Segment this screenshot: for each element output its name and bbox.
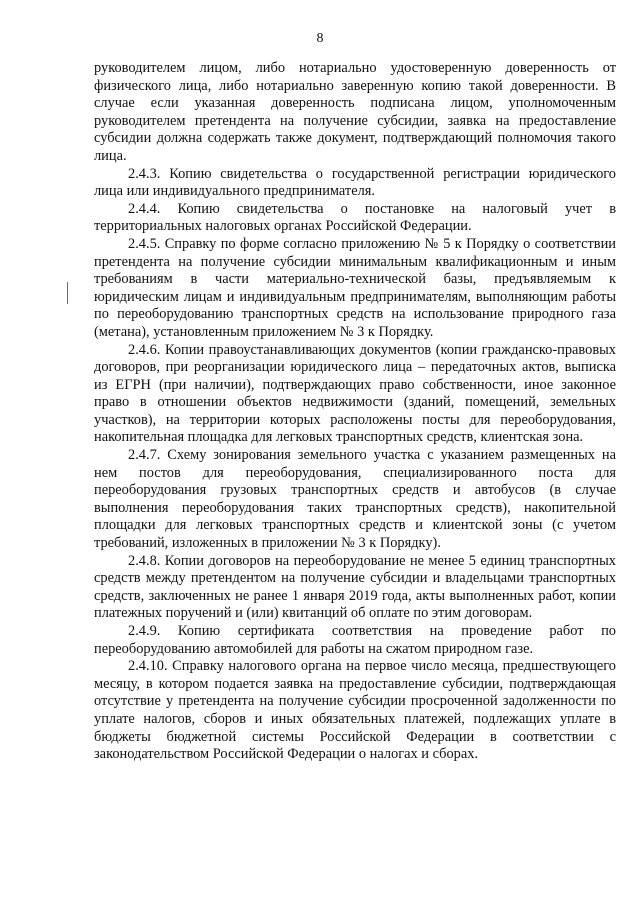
paragraph-2-4-9: 2.4.9. Копию сертификата соответствия на проведение работ по переоборудованию автомобилей для работы на сжатом природном газе.	[94, 623, 616, 657]
paragraph-2-4-7: 2.4.7. Схему зонирования земельного участка с указанием размещенных на нем постов для переоборудования, специализированного поста для переоборудования грузовых транспортных средств и автобусов (в случае выполнения переоборудования таких транспортных средств), накопительной площадки для легковых транспортных средств и клиентской зоны (с учетом требований, изложенных в приложении № 3 к Порядку).	[94, 447, 616, 552]
paragraph-2-4-3: 2.4.3. Копию свидетельства о государственной регистрации юридического лица или индивидуального предпринимателя.	[94, 165, 616, 200]
paragraph-2-4-10: 2.4.10. Справку налогового органа на первое число месяца, предшествующего месяцу, в котором подается заявка на предоставление субсидии, подтверждающая отсутствие у претендента на получение субсидии просроченной задолженности по уплате налогов, сборов и иных обязательных платежей, подлежащих уплате в бюджеты бюджетной системы Российской Федерации в соответствии с законодательством Российской Федерации о налогах и сборах.	[94, 658, 616, 763]
document-body	[94, 60, 616, 764]
paragraph-continuation: руководителем лицом, либо нотариально удостоверенную доверенность от физического лица, либо нотариально заверенную копию такой доверенности. В случае если указанная доверенность подписана лицом, уполномоченным руководителем претендента на получение субсидии, заявка на предоставление субсидии должна содержать также документ, подтверждающий полномочия такого лица.	[94, 60, 616, 164]
paragraph-2-4-5: 2.4.5. Справку по форме согласно приложению № 5 к Порядку о соответствии претендента на получение субсидии минимальным квалификационным и иным требованиям в части материально-технической базы, предъявляемым к юридическим лицам и индивидуальным предпринимателям, выполняющим работы по переоборудованию транспортных средств на использование природного газа (метана), установленным приложением № 3 к Порядку.	[94, 235, 616, 340]
paragraph-2-4-6: 2.4.6. Копии правоустанавливающих документов (копии гражданско-правовых договоров, при реорганизации юридического лица – передаточных актов, выписка из ЕГРН (при наличии), подтверждающих право собственности, иное законное право в отношении объектов недвижимости (зданий, помещений, земельных участков), на территории которых расположены посты для переоборудования, накопительная площадка для легковых транспортных средств, клиентская зона.	[94, 341, 616, 446]
scan-margin-mark	[67, 282, 68, 304]
paragraph-2-4-4: 2.4.4. Копию свидетельства о постановке на налоговый учет в территориальных налоговых органах Российской Федерации.	[94, 200, 616, 235]
page-number: 8	[316, 31, 324, 46]
paragraph-2-4-8: 2.4.8. Копии договоров на переоборудование не менее 5 единиц транспортных средств между претендентом на получение субсидии и владельцами транспортных средств, заключенных не ранее 1 января 2019 года, акты выполненных работ, копии платежных поручений и (или) квитанций об оплате по этим договорам.	[94, 552, 616, 622]
